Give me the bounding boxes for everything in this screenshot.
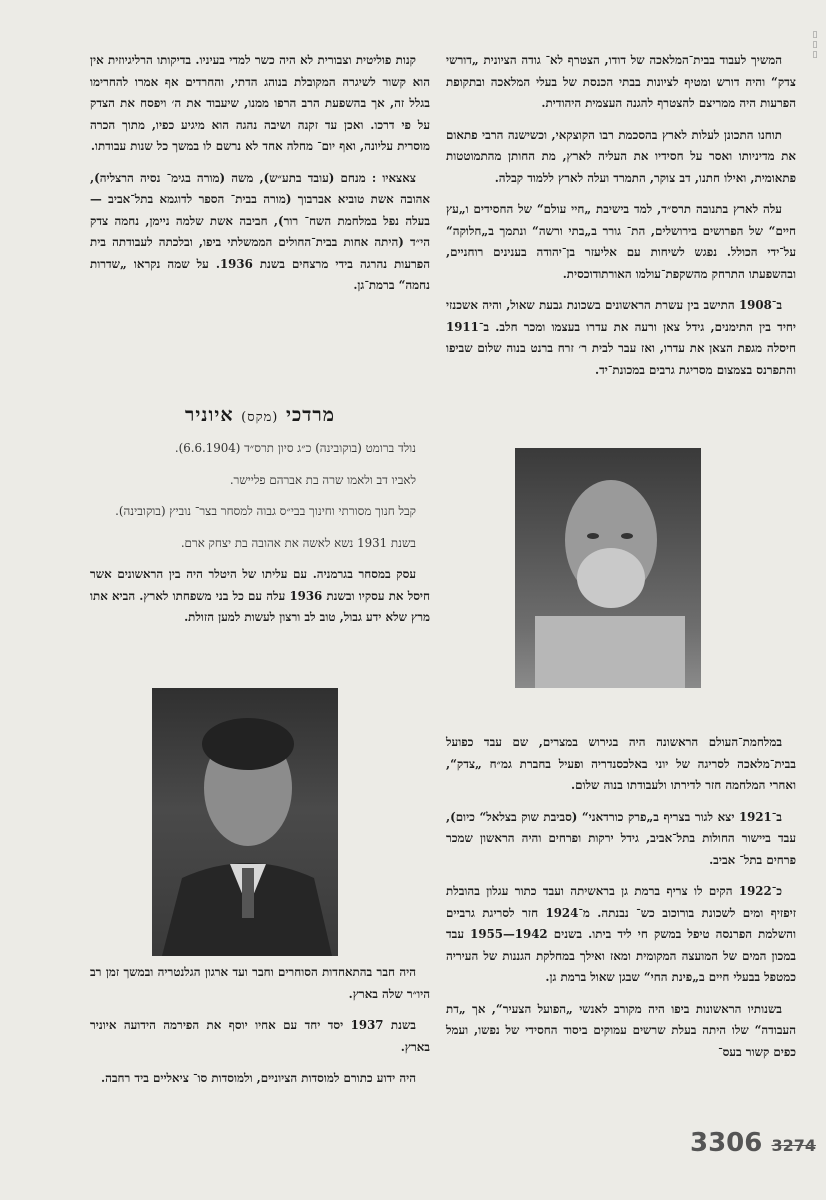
paragraph: קבל חנוך מסורתי וחינוך בבי״ס גבוה למסחר בצר־ נוביץ (בוקובינה). [115,504,416,518]
portrait-photo-mordechai [152,688,338,956]
paragraph: במלחמת־העולם הראשונה היה בגירוש במצרים, שם עבד כפועל בבית־מלאכה לסריגה של יוני באלכסנדריה ופעיל בחברת גמ״ח „צדק“, ואחרי המלחמה חזר לדירתו ולעבודתו בנוה שלום. [446,735,796,792]
paragraph: כ־1922 הקים לו צריף ברמת גן בראשיתה ועבד כתור עגלון בהובלת זיפזיף ומים לשכונת בורוכוב כש־ נבנתה. מ־1924 חזר לסריגת גרביים והשלמת הפרנסה טיפל במשק חי ליד ביתו. בשנים 1942—1955 עבד במכון המים של המועצה המקומית ומאז ואילך במחלקת הגננות של העיריה כמטפל בבעלי חיים ב„פינת החי“ שבגן שאול ברמת גן. [446,884,796,984]
paragraph: לאביו דב ולאמו שרה בת אברהם פליישר. [229,472,416,487]
page-number [690,1128,816,1158]
left-column-bottom [90,962,430,1100]
paragraph: היה חבר בהתאחדות הסוחרים וחבר ועד ארגון הגלנטריה ובמשך זמן רב היו״ר שלה בארץ. [90,965,430,1001]
title-nickname: (מקס) [241,410,279,425]
paragraph: תוחנו התכונן לעלות לארץ בהסכמת רבו הקוצקאי, וכשישנה הרבי פתאום את מדיניותו ואסר על חסידיו את העליה לארץ, מת החותן מהתמוטטות פתאומית, ואילו חתנו, דב צוקר, התמרד ועלה לארץ ללמוד קבלה. [446,127,796,185]
paragraph: ב־1908 התישב בין עשרת הראשונים בשכונת גבעת שאול, והיה אשכנזי יחיד בין התימנים, גידל צאן ורעה את עדרו בעצמו ומכר חלב. ב־1911 חיסלה מגפת הצאן את עדרו, ואז עבר לבית ר׳ זרח ברנט בנוה שלום שביפו והתפרנס בצמצום מסריגת גרבים במכונת־יד. [446,298,796,377]
right-column-bottom [446,732,796,1073]
printed-page-number: 3274 [771,1136,816,1155]
left-column-top [90,50,430,307]
paragraph: עלה לארץ בתנובה תרס״ד, למד בישיבת „חיי עולם“ של החסידים ו„עץ חיים“ של הפרושים בירושלים, הת־ גורר ב„בתי ורשה“ ונתמך ב„חלוקה“ על־ידי הכולל. נפגש לשיחות עם אליעזר בן־יהודה בענינים רוחניים, ובהשפעתו התרחק מהשקפת־עולמו האורתודוכסית. [446,202,796,281]
paragraph: נולד ברומט (בוקובינה) כ״ג סיון תרס״ד (6.6.1904). [174,441,416,455]
paragraph: קנות פוליטית וצבורית לא היה כשר למדי בעיניו. בדיקותו הרליגיוזית אין הוא קשור לשיגרה המקובלת בנוהג הדתי, והחרדים אף אמרו להחרימו בגלל זה, אך בהשפעת הרב הרפו ממנו, שיעבוד את ה׳ ויפסח את הצדק על פי דרכו. ואכן עד זקנה ושיבה נהגה הוא מיגיע כפיו, מתוך הכרה מוסרית עליונה, ואף יום־ מחלה אחד לא נרשם לו במשך כל שנות עבודתו. [90,53,430,153]
paragraph: היה ידוע כתורם למוסדות הציוניים, ולמוסדות סו־ ציאליים ביד רחבה. [100,1071,416,1085]
portrait-photo-elder [515,448,701,688]
paragraph: בשנת 1937 יסד יחד עם אחיו יוסף את הפירמה הידועה איוניר בארץ. [90,1018,430,1054]
portrait-elder-image [515,448,701,688]
paragraph: צאצאיו : מנחם (עובד בתע״ש), משה (מורה בגימ־ נסיה הרצליה), אהובה אשת טוביא אברבוך (מורה בבית־ הספר לדוגמא בתל־אביב — בעלה נפל במלחמת השח־ רור), חביבה אשת שלמה ניימן, נחמה צדק הי״ד (היתה אחות בבית־החולים הממשלתי ביפו, ובלכתה לעבודתה בית הפרעות נהרגה בידי מרצחים בשנת 1936. על שמה נקראו „שדרות נחמה“ ברמת־גן. [90,170,430,292]
title-first-name: מרדכי [285,404,335,426]
paragraph: עסק במסחר בגרמניה. עם עליתו של היטלר היה בין הראשונים אשר חיסל את עסקיו ובשנת 1936 עלה עם כל בני משפחתו לארץ. הביא אתו מרץ שלא ידע גבול, טוב לב ורצון לעשות למען הזולת. [90,567,430,624]
right-column-top [446,50,796,391]
paragraph: המשיך לעבוד בבית־המלאכה של דודו, הצטרף לא־ גודה הציונית „דורשי צדק“ והיה דורש ומטיף לציונות בבתי הכנסת של בעלי המלאכה ובתקופת הפרעות היה ממריצם להצטרף להגנה העצמית היהודית. [446,53,796,110]
title-surname: איוניר [184,404,234,426]
edge-mark: ▯▯▯ [810,30,820,60]
paragraph: ב־1921 יצא לגור בצריף ב„פרק כורדאני“ (סביבת שוק בצלאל“ כיום), עבד ביישור החולות בתל־אביב, גידל ירקות ופרחים והיה הראשון שמכר פרחים בתל־ אביב. [446,809,796,867]
section-title [90,404,430,427]
left-column-mid [90,438,430,639]
paragraph: בשנת 1931 נשא לאשה את אהובה בת יצחק ארם. [180,535,416,550]
portrait-young-image [152,688,338,956]
paragraph: בשנותיו הראשונות ביפו היה מקורב לאנשי „הפועל הצעיר“, אך „דת העבודה“ שלו היתה בעלת שרשים עמוקים ביסוד החסידי של נפשו, ועמל כפים קשור בעס־ [446,1001,796,1059]
handwritten-page-number: 3306 [690,1128,763,1158]
